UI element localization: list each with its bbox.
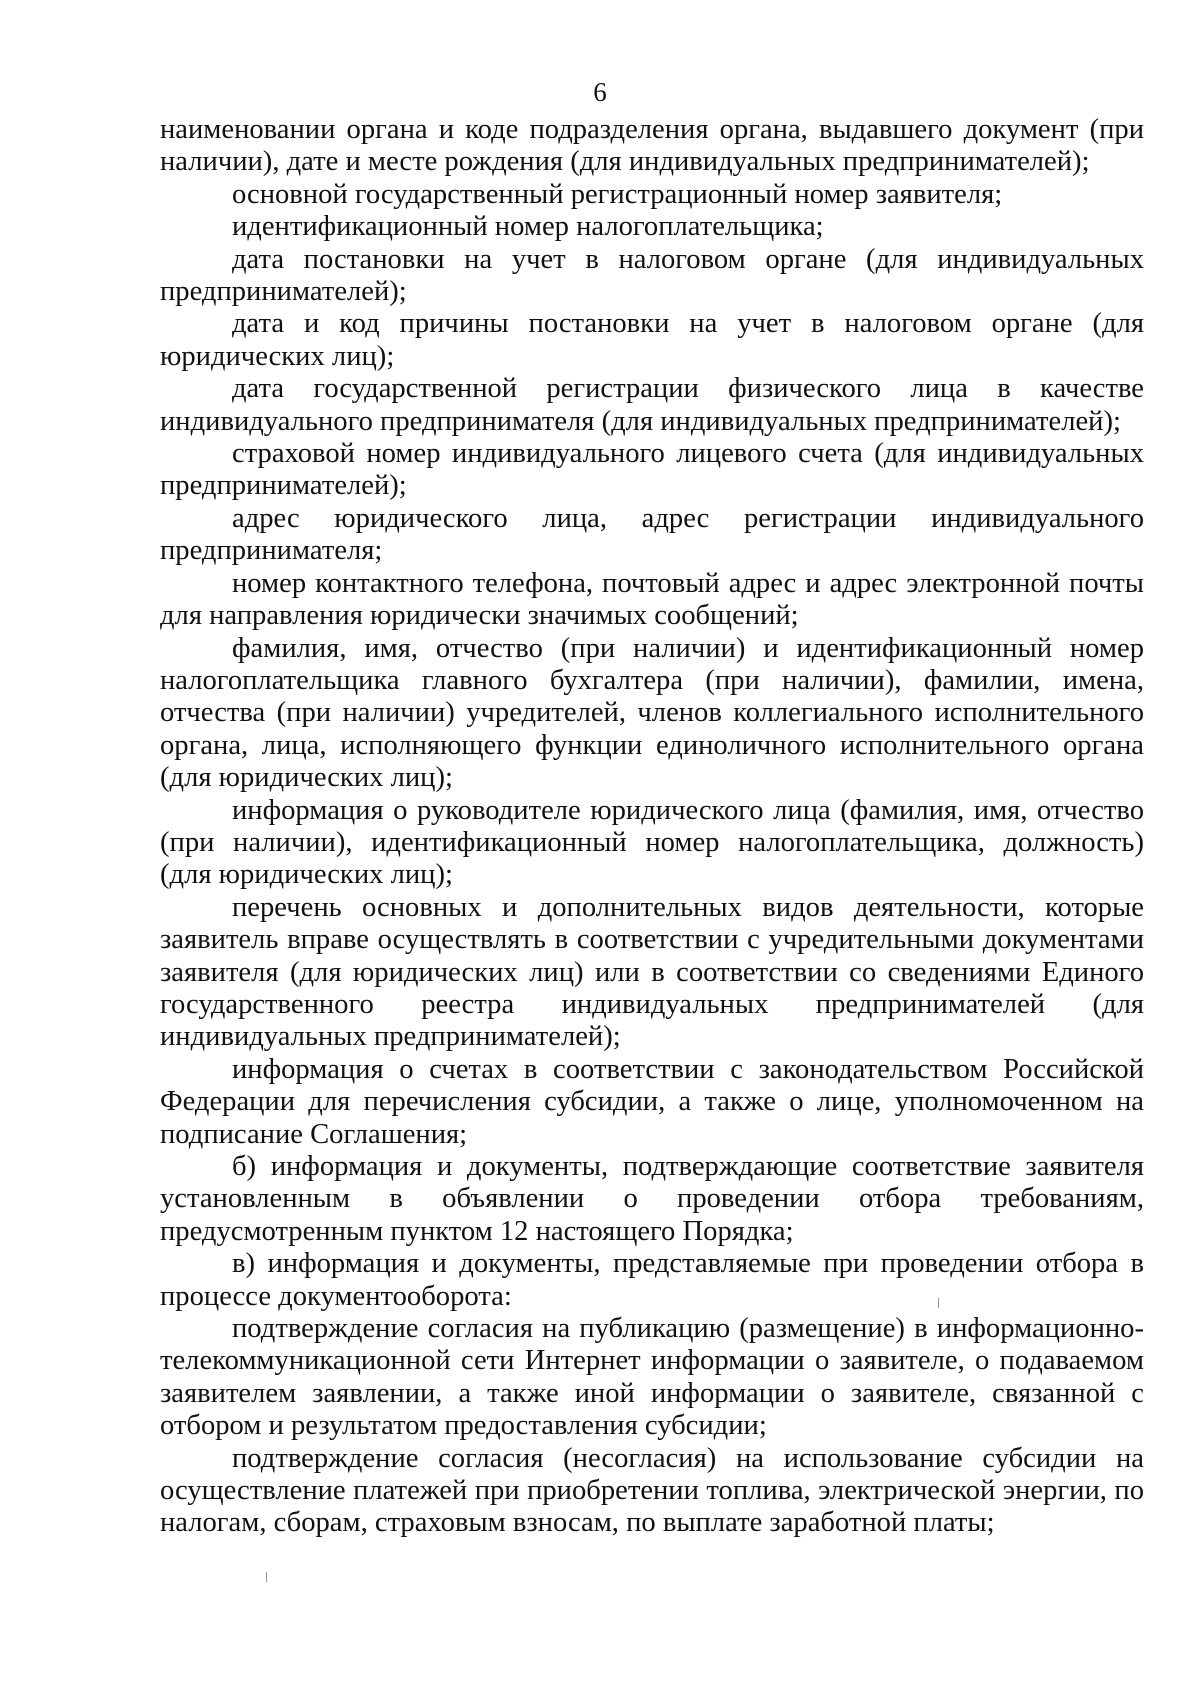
scan-speck bbox=[266, 1572, 267, 1582]
paragraph: дата государственной регистрации физического лица в качестве индивидуального предпринимателя (для индивидуальных предпринимателей); bbox=[160, 373, 1144, 437]
paragraph: основной государственный регистрационный номер заявителя; bbox=[232, 178, 1003, 210]
paragraph: подтверждение согласия (несогласия) на использование субсидии на осуществление платежей при приобретении топлива, электрической энергии, по налогам, сборам, страховым взносам, по выплате заработной платы; bbox=[160, 1442, 1144, 1539]
paragraph: дата постановки на учет в налоговом органе (для индивидуальных предпринимателей); bbox=[160, 243, 1144, 308]
paragraph: адрес юридического лица, адрес регистрации индивидуального предпринимателя; bbox=[160, 502, 1144, 567]
paragraph: номер контактного телефона, почтовый адрес и адрес электронной почты для направления юридически значимых сообщений; bbox=[160, 567, 1144, 632]
paragraph: перечень основных и дополнительных видов деятельности, которые заявитель вправе осуществлять в соответствии с учредительными документами заявителя (для юридических лиц) или в соответствии со сведениями Единого государственного реестра индивидуальных предпринимателей (для индивидуальных предпринимателей); bbox=[160, 891, 1144, 1053]
paragraph: дата и код причины постановки на учет в налоговом органе (для юридических лиц); bbox=[160, 308, 1144, 372]
paragraph: информация о счетах в соответствии с законодательством Российской Федерации для перечисления субсидии, а также о лице, уполномоченном на подписание Соглашения; bbox=[160, 1053, 1144, 1150]
paragraph: подтверждение согласия на публикацию (размещение) в информационно-телекоммуникационной сети Интернет информации о заявителе, о подаваемом заявителем заявлении, а также иной информации о заявителе, связанной с отбором и результатом предоставления субсидии; bbox=[160, 1313, 1144, 1442]
scan-speck bbox=[938, 1298, 939, 1308]
paragraph: в) информация и документы, представляемые при проведении отбора в процессе документооборота: bbox=[160, 1248, 1144, 1312]
paragraph: идентификационный номер налогоплательщика; bbox=[232, 211, 824, 243]
paragraph: наименовании органа и коде подразделения органа, выдавшего документ (при наличии), дате и месте рождения (для индивидуальных предпринимателей); bbox=[160, 114, 1144, 178]
paragraph: информация о руководителе юридического лица (фамилия, имя, отчество (при наличии), идентификационный номер налогоплательщика, должность) (для юридических лиц); bbox=[160, 794, 1144, 891]
paragraph: б) информация и документы, подтверждающие соответствие заявителя установленным в объявлении о проведении отбора требованиям, предусмотренным пунктом 12 настоящего Порядка; bbox=[160, 1151, 1144, 1247]
paragraph: страховой номер индивидуального лицевого счета (для индивидуальных предпринимателей); bbox=[160, 438, 1144, 502]
document-body bbox=[160, 114, 1144, 1540]
page-number: 6 bbox=[593, 77, 607, 107]
paragraph: фамилия, имя, отчество (при наличии) и идентификационный номер налогоплательщика главного бухгалтера (при наличии), фамилии, имена, отчества (при наличии) учредителей, членов коллегиального исполнительного органа, лица, исполняющего функции единоличного исполнительного органа (для юридических лиц); bbox=[160, 632, 1144, 794]
